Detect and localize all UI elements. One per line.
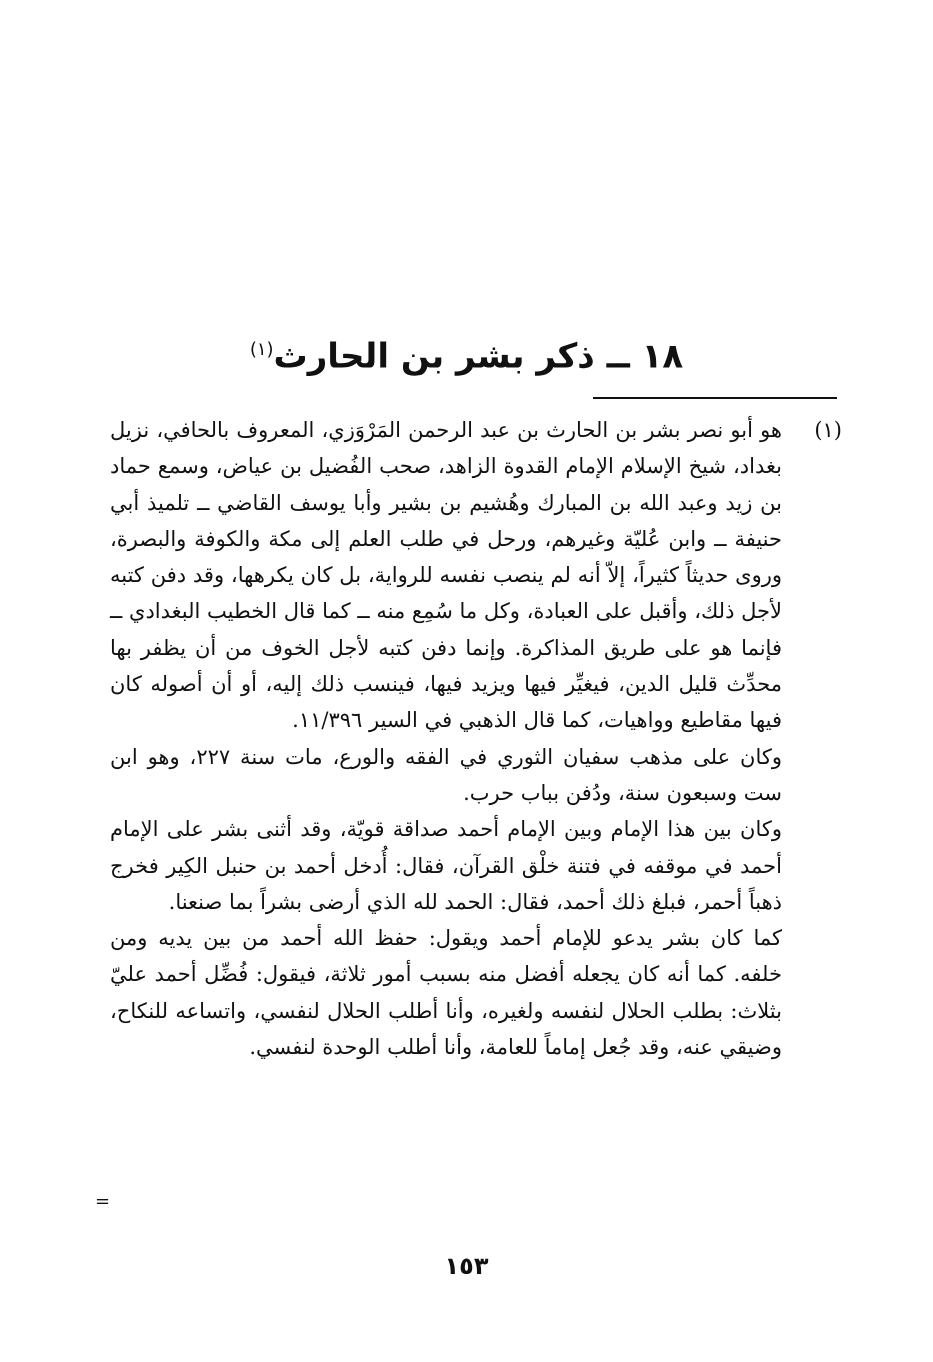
continuation-mark: = bbox=[95, 1191, 111, 1212]
footnote-reference: (١) bbox=[249, 339, 274, 360]
page-number: ١٥٣ bbox=[444, 1252, 489, 1280]
footnote-body bbox=[110, 412, 782, 1065]
chapter-title bbox=[0, 322, 933, 384]
footnote-paragraph: وكان على مذهب سفيان الثوري في الفقه والورع، مات سنة ٢٢٧، وهو ابن ست وسبعون سنة، ودُفن بباب حرب. bbox=[110, 744, 782, 805]
footnote-paragraph: وكان بين هذا الإمام وبين الإمام أحمد صداقة قويّة، وقد أثنى بشر على الإمام أحمد في موقفه في فتنة خلْق القرآن، فقال: أُدخل أحمد بن حنبل الكِير فخرج ذهباً أحمر، فبلغ ذلك أحمد، فقال: الحمد لله الذي أرضى بشراً بما صنعنا. bbox=[110, 817, 782, 914]
footnote-separator-rule bbox=[593, 397, 837, 399]
chapter-title-text: ١٨ ــ ذكر بشر بن الحارث bbox=[273, 336, 684, 377]
footnote-paragraph: كما كان بشر يدعو للإمام أحمد ويقول: حفظ الله أحمد من بين يديه ومن خلفه. كما أنه كان يجعله أفضل منه بسبب أمور ثلاثة، فيقول: فُضِّل أحمد عليّ بثلاث: بطلب الحلال لنفسه ولغيره، وأنا أطلب الحلال لنفسي، واتساعه للنكاح، وضيقي عنه، وقد جُعل إماماً للعامة، وأنا أطلب الوحدة لنفسي. bbox=[110, 926, 782, 1060]
footnote bbox=[110, 412, 842, 1065]
footnote-marker: (١) bbox=[814, 418, 842, 442]
footnote-paragraph: هو أبو نصر بشر بن الحارث بن عبد الرحمن المَرْوَزي، المعروف بالحافي، نزيل بغداد، شيخ الإسلام الإمام القدوة الزاهد، صحب الفُضيل بن عياض، وسمع حماد بن زيد وعبد الله بن المبارك وهُشيم بن بشير وأبا يوسف القاضي ــ تلميذ أبي حنيفة ــ وابن عُليّة وغيرهم، ورحل في طلب العلم إلى مكة والكوفة والبصرة، وروى حديثاً كثيراً، إلاّ أنه لم ينصب نفسه للرواية، بل كان يكرهها، وقد دفن كتبه لأجل ذلك، وأقبل على العبادة، وكل ما سُمِع منه ــ كما قال الخطيب البغدادي ــ فإنما هو على طريق المذاكرة. وإنما دفن كتبه لأجل الخوف من أن يظفر بها محدِّث قليل الدين، فيغيِّر فيها ويزيد فيها، فينسب ذلك إليه، أو أن أصوله كان فيها مقاطيع وواهيات، كما قال الذهبي في السير ١١/٣٩٦. bbox=[110, 418, 782, 733]
